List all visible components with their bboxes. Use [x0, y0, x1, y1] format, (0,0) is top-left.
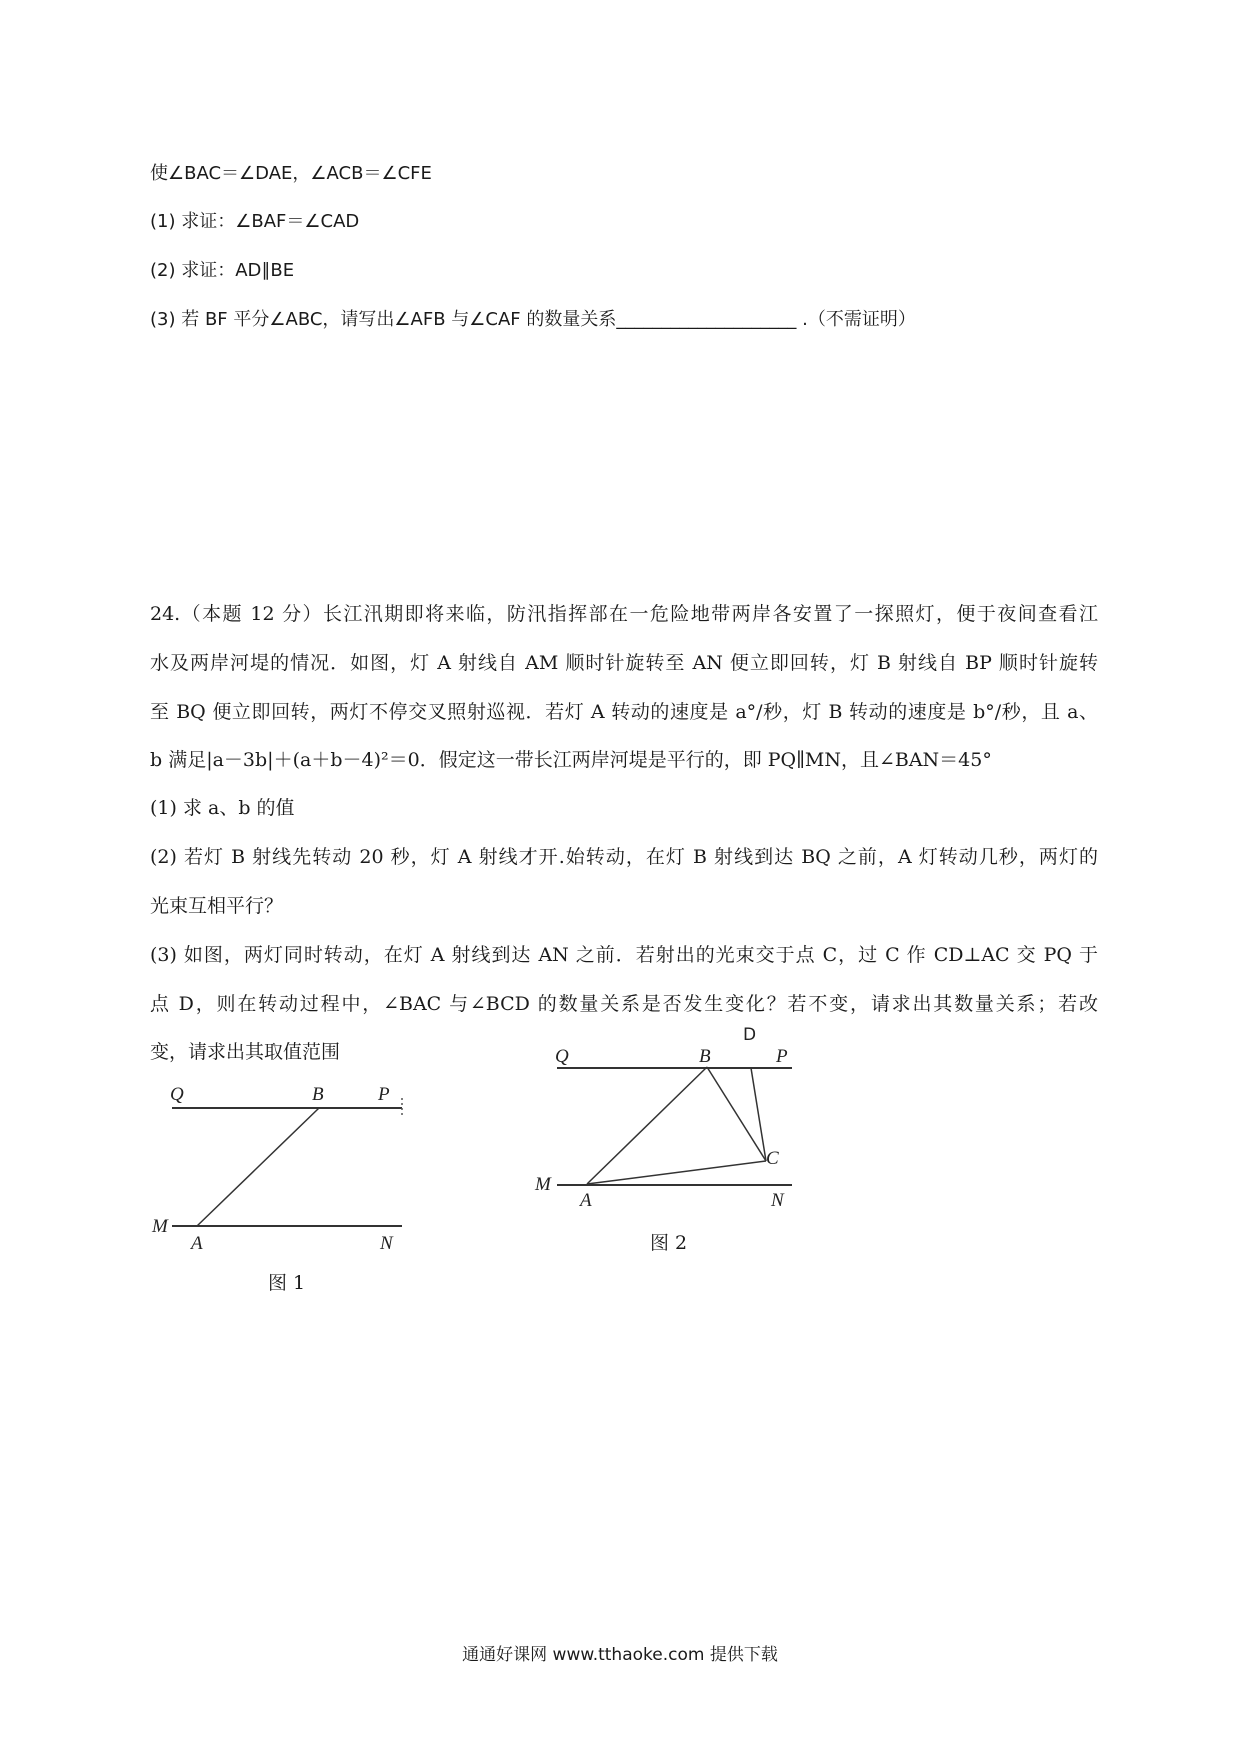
q23-part1: (1) 求证：∠BAF＝∠CAD	[150, 211, 360, 232]
q24-line2: 水及两岸河堤的情况．如图，灯 A 射线自 AM 顺时针旋转至 AN 便立即回转，灯 B 射线自 BP 顺时针旋转	[150, 652, 1098, 674]
q24-line4: b 满足|a－3b|＋(a＋b－4)²＝0．假定这一带长江两岸河堤是平行的，即 PQ∥MN，且∠BAN＝45°	[150, 749, 992, 771]
q24-part1: (1) 求 a、b 的值	[150, 797, 295, 819]
segment-bc	[707, 1067, 766, 1161]
segment-ab	[587, 1067, 707, 1184]
q24-part3-line3: 变，请求出其取值范围	[150, 1041, 341, 1063]
figure-2	[530, 1020, 810, 1220]
q24-line3: 至 BQ 便立即回转，两灯不停交叉照射巡视．若灯 A 转动的速度是 a°/秒，灯 B 转动的速度是 b°/秒，且 a、	[150, 701, 1098, 723]
q24-part3-line2: 点 D，则在转动过程中，∠BAC 与∠BCD 的数量关系是否发生变化？若不变，请求出其数量关系；若改	[150, 993, 1098, 1015]
segment-ac	[587, 1161, 766, 1184]
label-n: N	[380, 1233, 393, 1254]
q23-part2: (2) 求证：AD∥BE	[150, 260, 295, 281]
label-p: P	[378, 1084, 390, 1105]
label-b: B	[699, 1046, 711, 1067]
label-a: A	[191, 1233, 203, 1254]
q23-intro: 使∠BAC＝∠DAE，∠ACB＝∠CFE	[150, 163, 432, 184]
figure-1	[140, 1080, 430, 1260]
label-d: D	[743, 1025, 757, 1045]
segment-cd	[751, 1068, 766, 1161]
label-p: P	[776, 1046, 788, 1067]
label-b: B	[312, 1084, 324, 1105]
footer-source: 通通好课网 www.tthaoke.com 提供下载	[462, 1645, 778, 1665]
q24-part3-line1: (3) 如图，两灯同时转动，在灯 A 射线到达 AN 之前．若射出的光束交于点 C，过 C 作 CD⊥AC 交 PQ 于	[150, 944, 1098, 966]
label-n: N	[771, 1190, 784, 1211]
q24-part2-line1: (2) 若灯 B 射线先转动 20 秒，灯 A 射线才开.始转动，在灯 B 射线到达 BQ 之前，A 灯转动几秒，两灯的	[150, 846, 1098, 868]
label-a: A	[580, 1190, 592, 1211]
label-q: Q	[555, 1046, 569, 1067]
label-m: M	[152, 1216, 168, 1237]
label-c: C	[766, 1148, 779, 1169]
figure-1-caption: 图 1	[268, 1272, 306, 1294]
ray-ab	[197, 1108, 319, 1226]
label-q: Q	[170, 1084, 184, 1105]
label-m: M	[535, 1174, 551, 1195]
q24-part2-line2: 光束互相平行？	[150, 895, 284, 917]
figure-2-caption: 图 2	[650, 1232, 688, 1254]
q24-line1: 24.（本题 12 分）长江汛期即将来临，防汛指挥部在一危险地带两岸各安置了一探照灯，便于夜间查看江	[150, 603, 1098, 625]
q23-part3: (3) 若 BF 平分∠ABC，请写出∠AFB 与∠CAF 的数量关系____________________ .（不需证明）	[150, 309, 916, 330]
